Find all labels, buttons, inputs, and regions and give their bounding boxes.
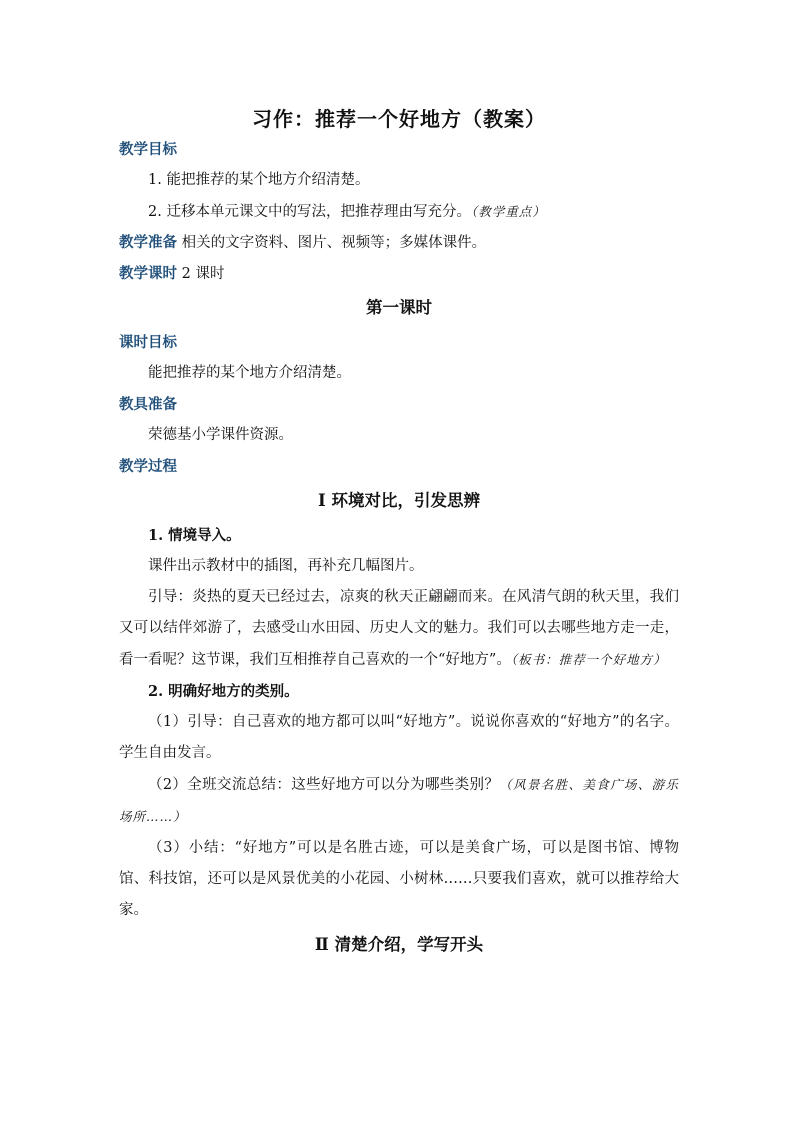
goal-item-2-text: 2. 迁移本单元课文中的写法，把推荐理由写充分。: [148, 204, 471, 220]
sub-item-3: （3）小结：“好地方”可以是名胜古迹，可以是美食广场，可以是图书馆、博物馆、科技馆，还可以是风景优美的小花园、小树林……只要我们喜欢，就可以推荐给大家。: [119, 840, 679, 918]
guide-paragraph: [119, 582, 679, 676]
goals-heading: 教学目标: [119, 141, 177, 158]
prep-row: [119, 227, 679, 258]
process-heading: 教学过程: [119, 458, 177, 475]
lesson-goal-text: 能把推荐的某个地方介绍清楚。: [148, 365, 351, 381]
sub-item-2-note: （风景名胜、美食广场、游乐场所……）: [119, 777, 679, 824]
tools-heading: 教具准备: [119, 396, 177, 413]
tools-text: 荣德基小学课件资源。: [148, 427, 293, 443]
hours-heading: 教学课时: [119, 265, 177, 282]
step-1-text: 课件出示教材中的插图，再补充几幅图片。: [148, 558, 424, 574]
lesson-goal-heading: 课时目标: [119, 334, 177, 351]
section-2-title: Ⅱ 清楚介绍，学写开头: [314, 935, 484, 954]
prep-heading: 教学准备: [119, 234, 177, 251]
lesson1-title: 第一课时: [366, 298, 432, 317]
section-1-title: Ⅰ 环境对比，引发思辨: [318, 491, 480, 510]
document-content: [119, 104, 679, 964]
sub-item-1: （1）引导：自己喜欢的地方都可以叫“好地方”。说说你喜欢的“好地方”的名字。学生自由发言。: [119, 714, 679, 761]
sub-item-2-text: （2）全班交流总结：这些好地方可以分为哪些类别？: [148, 777, 500, 793]
document-title: 习作：推荐一个好地方（教案）: [252, 107, 546, 131]
goal-item-2-note: （教学重点）: [470, 204, 546, 219]
sub-item-2: [119, 769, 679, 833]
guide-text: 引导：炎热的夏天已经过去，凉爽的秋天正翩翩而来。在风清气朗的秋天里，我们又可以结伴郊游了，去感受山水田园、历史人文的魅力。我们可以去哪些地方走一走，看一看呢？这节课，我们互相推荐自己喜欢的一个“好地方”。: [119, 589, 679, 668]
goal-item-1: 1. 能把推荐的某个地方介绍清楚。: [148, 172, 370, 188]
prep-text: 相关的文字资料、图片、视频等；多媒体课件。: [181, 235, 487, 251]
step-1-title: 1. 情境导入。: [148, 527, 241, 544]
step-2-title: 2. 明确好地方的类别。: [148, 683, 299, 700]
hours-row: [119, 258, 679, 289]
goal-item-2: [119, 196, 679, 227]
hours-text: 2 课时: [181, 266, 225, 282]
guide-note: （板书：推荐一个好地方）: [510, 652, 667, 667]
